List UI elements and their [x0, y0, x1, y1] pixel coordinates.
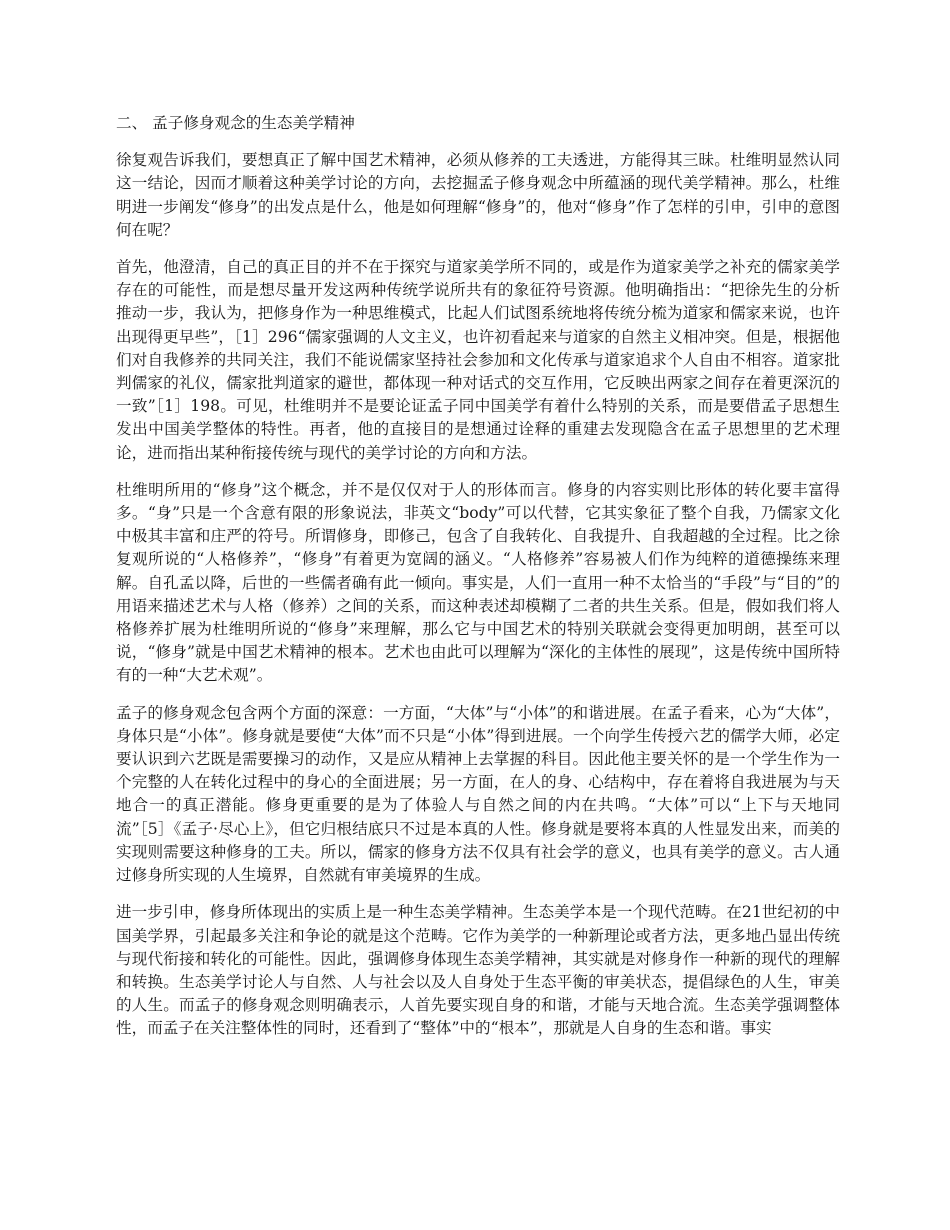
- paragraph-4: 孟子的修身观念包含两个方面的深意：一方面，“大体”与“小体”的和谐进展。在孟子看来，心为“大体”，身体只是“小体”。修身就是要使“大体”而不只是“小体”得到进展。一个向学生传授六艺的儒学大师，必定要认识到六艺既是需要操习的动作，又是应从精神上去掌握的科目。因此他主要关怀的是一个学生作为一个完整的人在转化过程中的身心的全面进展；另一方面，在人的身、心结构中，存在着将自我进展为与天地合一的真正潜能。修身更重要的是为了体验人与自然之间的内在共鸣。“大体”可以“上下与天地同流”［5］《孟子·尽心上》，但它归根结底只不过是本真的人性。修身就是要将本真的人性显发出来，而美的实现则需要这种修身的工夫。所以，儒家的修身方法不仅具有社会学的意义，也具有美学的意义。古人通过修身所实现的人生境界，自然就有审美境界的生成。: [116, 703, 840, 885]
- paragraph-1: 徐复观告诉我们，要想真正了解中国艺术精神，必须从修养的工夫透进，方能得其三昧。杜维明显然认同这一结论，因而才顺着这种美学讨论的方向，去挖掘孟子修身观念中所蕴涵的现代美学精神。那么，杜维明进一步阐发“修身”的出发点是什么，他是如何理解“修身”的，他对“修身”作了怎样的引申，引申的意图何在呢？: [116, 151, 840, 239]
- document-page: [116, 112, 840, 1055]
- paragraph-5: 进一步引申，修身所体现出的实质上是一种生态美学精神。生态美学本是一个现代范畴。在21世纪初的中国美学界，引起最多关注和争论的就是这个范畴。它作为美学的一种新理论或者方法，更多地凸显出传统与现代衔接和转化的可能性。因此，强调修身体现生态美学精神，其实就是对修身作一种新的现代的理解和转换。生态美学讨论人与自然、人与社会以及人自身处于生态平衡的审美状态，提倡绿色的人生，审美的人生。而孟子的修身观念则明确表示，人首先要实现自身的和谐，才能与天地合流。生态美学强调整体性，而孟子在关注整体性的同时，还看到了“整体”中的“根本”，那就是人自身的生态和谐。事实: [116, 903, 840, 1038]
- paragraph-2: 首先，他澄清，自己的真正目的并不在于探究与道家美学所不同的，或是作为道家美学之补充的儒家美学存在的可能性，而是想尽量开发这两种传统学说所共有的象征符号资源。他明确指出：“把徐先生的分析推动一步，我认为，把修身作为一种思维模式，比起人们试图系统地将传统分梳为道家和儒家来说，也许出现得更早些”，［1］296“儒家强调的人文主义，也许初看起来与道家的自然主义相冲突。但是，根据他们对自我修养的共同关注，我们不能说儒家坚持社会参加和文化传承与道家追求个人自由不相容。道家批判儒家的礼仪，儒家批判道家的避世，都体现一种对话式的交互作用，它反映出两家之间存在着更深沉的一致”［1］198。可见，杜维明并不是要论证孟子同中国美学有着什么特别的关系，而是要借孟子思想生发出中国美学整体的特性。再者，他的直接目的是想通过诠释的重建去发现隐含在孟子思想里的艺术理论，进而指出某种衔接传统与现代的美学讨论的方向和方法。: [116, 258, 840, 462]
- section-heading: 二、 孟子修身观念的生态美学精神: [116, 114, 355, 132]
- paragraph-3: 杜维明所用的“修身”这个概念，并不是仅仅对于人的形体而言。修身的内容实则比形体的转化要丰富得多。“身”只是一个含意有限的形象说法，非英文“body”可以代替，它其实象征了整个自我，乃儒家文化中极其丰富和庄严的符号。所谓修身，即修己，包含了自我转化、自我提升、自我超越的全过程。比之徐复观所说的“人格修养”，“修身”有着更为宽阔的涵义。“人格修养”容易被人们作为纯粹的道德操练来理解。自孔孟以降，后世的一些儒者确有此一倾向。事实是，人们一直用一种不太恰当的“手段”与“目的”的用语来描述艺术与人格（修养）之间的关系，而这种表述却模糊了二者的共生关系。但是，假如我们将人格修养扩展为杜维明所说的“修身”来理解，那么它与中国艺术的特别关联就会变得更加明朗，甚至可以说，“修身”就是中国艺术精神的根本。艺术也由此可以理解为“深化的主体性的展现”，这是传统中国所特有的一种“大艺术观”。: [116, 480, 840, 685]
